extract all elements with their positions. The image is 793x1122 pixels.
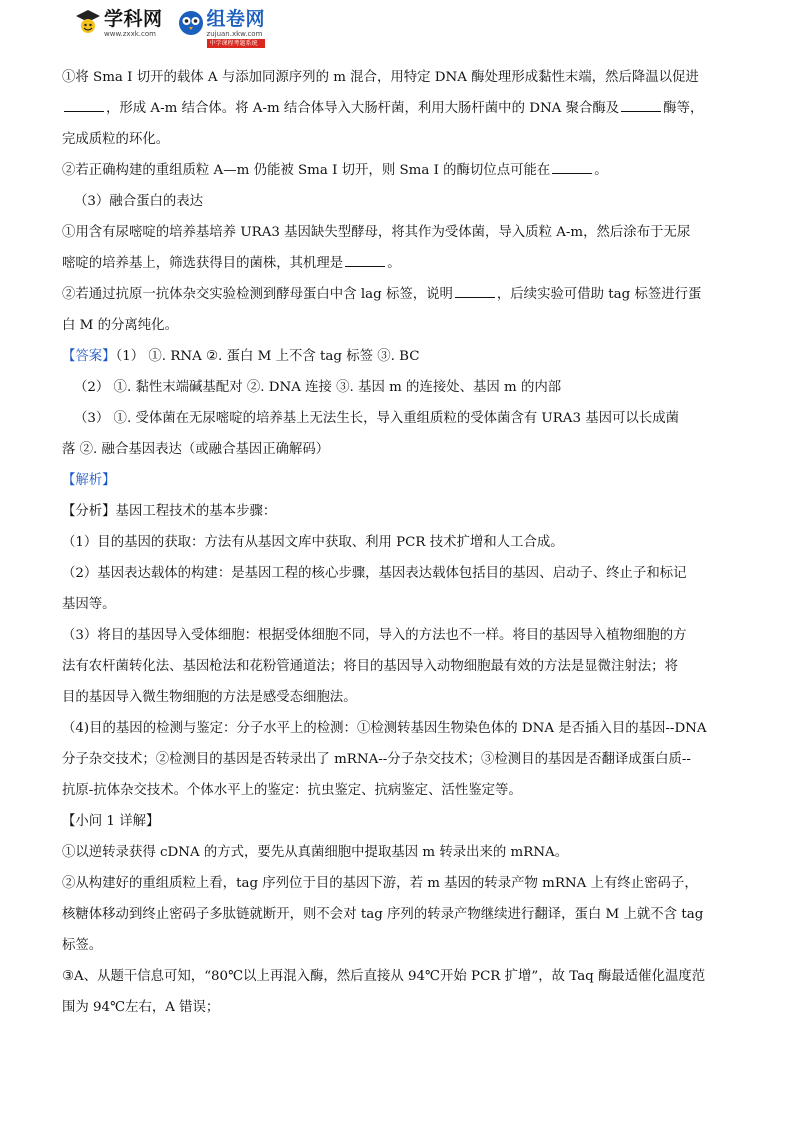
text-line xyxy=(62,868,734,899)
text-segment: 【分析】基因工程技术的基本步骤： xyxy=(62,504,277,519)
answer-blank xyxy=(64,99,104,112)
text-segment: 落 ②. 融合基因表达（或融合基因正确解码） xyxy=(62,442,330,457)
text-segment: 。 xyxy=(594,163,608,178)
text-line xyxy=(62,589,734,620)
text-segment: 酶等， xyxy=(663,101,704,116)
text-segment: 嘧啶的培养基上，筛选获得目的菌株，其机理是 xyxy=(62,256,344,271)
zujuan-logo[interactable] xyxy=(177,8,266,48)
answer-blank xyxy=(552,161,592,174)
text-segment: 法有农杆菌转化法、基因枪法和花粉管通道法；将目的基因导入动物细胞最有效的方法是显微注射法；将 xyxy=(62,659,678,674)
zujuan-logo-url: zujuan.xkw.com xyxy=(206,30,263,38)
text-line xyxy=(62,496,734,527)
text-line xyxy=(62,372,734,403)
text-segment: ②若正确构建的重组质粒 A—m 仍能被 Sma I 切开，则 Sma I 的酶切位点可能在 xyxy=(62,163,551,178)
text-segment: ①将 Sma I 切开的载体 A 与添加同源序列的 m 混合，用特定 DNA 酶处理形成黏性末端，然后降温以促进 xyxy=(62,70,699,85)
text-segment: （2） ①. 黏性末端碱基配对 ②. DNA 连接 ③. 基因 m 的连接处、基因 m 的内部 xyxy=(74,380,562,395)
text-line xyxy=(62,620,734,651)
text-segment: ，形成 A-m 结合体。将 A-m 结合体导入大肠杆菌，利用大肠杆菌中的 DNA 聚合酶及 xyxy=(106,101,620,116)
owl-icon xyxy=(177,8,205,38)
text-line xyxy=(62,775,734,806)
section-tag: 【解析】 xyxy=(62,473,116,488)
text-line xyxy=(62,713,734,744)
text-segment: （3）融合蛋白的表达 xyxy=(74,194,204,209)
text-segment: （4)目的基因的检测与鉴定：分子水平上的检测：①检测转基因生物染色体的 DNA 是否插入目的基因--DNA xyxy=(62,721,707,736)
text-line xyxy=(62,651,734,682)
text-segment: 白 M 的分离纯化。 xyxy=(62,318,178,333)
text-segment: ①以逆转录获得 cDNA 的方式，要先从真菌细胞中提取基因 m 转录出来的 mRNA。 xyxy=(62,845,569,860)
text-segment: （1） ①. RNA ②. 蛋白 M 上不含 tag 标签 ③. BC xyxy=(115,349,420,364)
text-line xyxy=(62,93,734,124)
text-line xyxy=(62,403,734,434)
text-segment: ①用含有尿嘧啶的培养基培养 URA3 基因缺失型酵母，将其作为受体菌，导入质粒 A-m，然后涂布于无尿 xyxy=(62,225,691,240)
page-header xyxy=(74,8,265,48)
text-line xyxy=(62,992,734,1023)
graduate-cap-icon xyxy=(74,8,102,38)
text-line xyxy=(62,217,734,248)
text-line xyxy=(62,124,734,155)
answer-blank xyxy=(621,99,661,112)
answer-blank xyxy=(455,285,495,298)
text-segment: 围为 94℃左右，A 错误； xyxy=(62,1000,220,1015)
text-line xyxy=(62,62,734,93)
zxxk-logo[interactable] xyxy=(74,8,163,38)
text-segment: 抗原-抗体杂交技术。个体水平上的鉴定：抗虫鉴定、抗病鉴定、活性鉴定等。 xyxy=(62,783,522,798)
text-line xyxy=(62,558,734,589)
text-line xyxy=(62,930,734,961)
text-line xyxy=(62,527,734,558)
zujuan-logo-name: 组卷网 xyxy=(206,8,266,30)
text-line xyxy=(62,837,734,868)
text-line xyxy=(62,682,734,713)
text-line xyxy=(62,899,734,930)
text-segment: 。 xyxy=(387,256,401,271)
text-line xyxy=(62,310,734,341)
text-line xyxy=(62,155,734,186)
text-segment: 目的基因导入微生物细胞的方法是感受态细胞法。 xyxy=(62,690,357,705)
text-segment: （3）将目的基因导入受体细胞：根据受体细胞不同，导入的方法也不一样。将目的基因导入植物细胞的方 xyxy=(62,628,687,643)
text-segment: ，后续实验可借助 tag 标签进行蛋 xyxy=(496,287,702,302)
zxxk-logo-name: 学科网 xyxy=(104,8,163,30)
text-segment: （2）基因表达载体的构建：是基因工程的核心步骤，基因表达载体包括目的基因、启动子、终止子和标记 xyxy=(62,566,687,581)
text-line xyxy=(62,465,734,496)
zujuan-logo-badge: 中学课程考题系统 xyxy=(207,39,266,48)
document-body xyxy=(62,62,734,1023)
text-segment: 核糖体移动到终止密码子多肽链就断开，则不会对 tag 序列的转录产物继续进行翻译，蛋白 M 上就不含 tag xyxy=(62,907,704,922)
zxxk-logo-url: www.zxxk.com xyxy=(104,30,156,38)
text-segment: ②若通过抗原一抗体杂交实验检测到酵母蛋白中含 lag 标签，说明 xyxy=(62,287,453,302)
text-segment: 完成质粒的环化。 xyxy=(62,132,170,147)
text-line xyxy=(62,744,734,775)
section-tag: 【答案】 xyxy=(62,349,116,364)
text-segment: （1）目的基因的获取：方法有从基因文库中获取、利用 PCR 技术扩增和人工合成。 xyxy=(62,535,564,550)
text-line xyxy=(62,434,734,465)
text-line xyxy=(62,806,734,837)
text-segment: 【小问 1 详解】 xyxy=(62,814,160,829)
text-segment: 基因等。 xyxy=(62,597,116,612)
text-segment: ②从构建好的重组质粒上看，tag 序列位于目的基因下游，若 m 基因的转录产物 mRNA 上有终止密码子， xyxy=(62,876,698,891)
text-segment: ③A、从题干信息可知，“80℃以上再混入酶，然后直接从 94℃开始 PCR 扩增”，故 Taq 酶最适催化温度范 xyxy=(62,969,706,984)
text-line xyxy=(62,186,734,217)
answer-blank xyxy=(345,254,385,267)
text-segment: 标签。 xyxy=(62,938,103,953)
text-line xyxy=(62,279,734,310)
text-line xyxy=(62,248,734,279)
text-line xyxy=(62,961,734,992)
text-segment: （3） ①. 受体菌在无尿嘧啶的培养基上无法生长，导入重组质粒的受体菌含有 URA3 基因可以长成菌 xyxy=(74,411,679,426)
text-line xyxy=(62,341,734,372)
text-segment: 分子杂交技术；②检测目的基因是否转录出了 mRNA--分子杂交技术；③检测目的基因是否翻译成蛋白质-- xyxy=(62,752,691,767)
